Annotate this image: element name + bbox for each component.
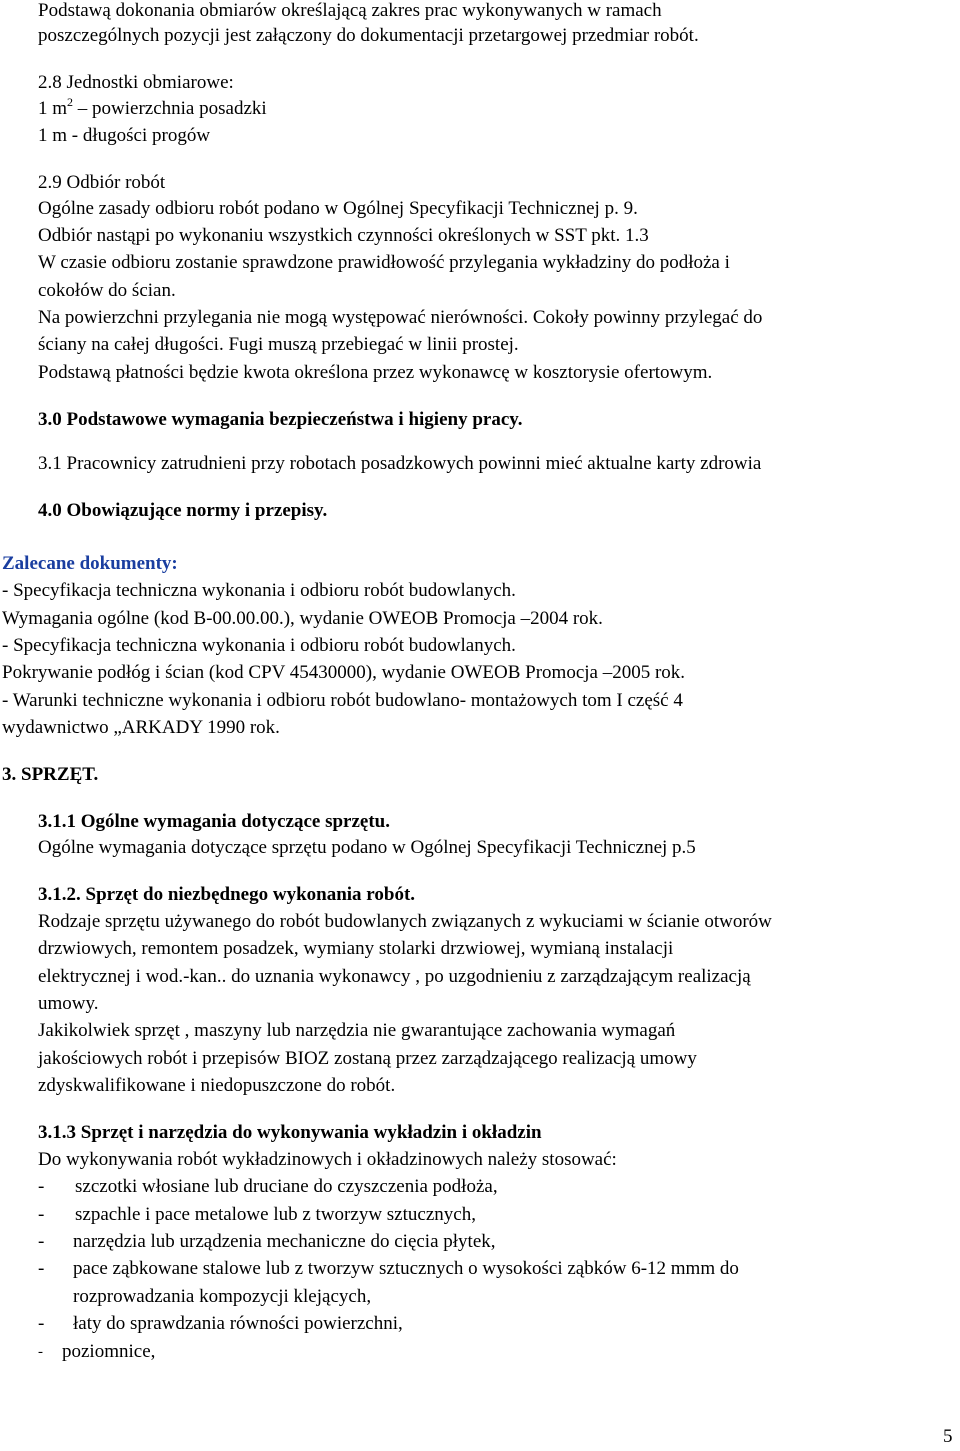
list-item: szczotki włosiane lub druciane do czyszczenia podłoża, bbox=[75, 1176, 498, 1197]
list-item-continuation: rozprowadzania kompozycji klejących, bbox=[73, 1286, 372, 1307]
list-item: szpachle i pace metalowe lub z tworzyw sztucznych, bbox=[75, 1204, 476, 1225]
body-line: jakościowych robót i przepisów BIOZ zostaną przez zarządzającego realizacją umowy bbox=[38, 1048, 697, 1069]
body-line: Na powierzchni przylegania nie mogą występować nierówności. Cokoły powinny przylegać do bbox=[38, 307, 763, 328]
body-line: cokołów do ścian. bbox=[38, 280, 176, 301]
intro-line: poszczególnych pozycji jest załączony do dokumentacji przetargowej przedmiar robót. bbox=[38, 25, 699, 46]
section-2-8-title: 2.8 Jednostki obmiarowe: bbox=[38, 72, 234, 93]
doc-line: Wymagania ogólne (kod B-00.00.00.), wydanie OWEOB Promocja –2004 rok. bbox=[2, 608, 603, 629]
section-4-0-title: 4.0 Obowiązujące normy i przepisy. bbox=[38, 500, 328, 521]
body-line: Ogólne zasady odbioru robót podano w Ogólnej Specyfikacji Technicznej p. 9. bbox=[38, 198, 638, 219]
list-item: narzędzia lub urządzenia mechaniczne do cięcia płytek, bbox=[73, 1231, 496, 1252]
subsection-3-1-1-title: 3.1.1 Ogólne wymagania dotyczące sprzętu. bbox=[38, 811, 390, 832]
page-number: 5 bbox=[943, 1426, 953, 1447]
unit-area-desc: – powierzchnia posadzki bbox=[73, 98, 267, 119]
body-line: Rodzaje sprzętu używanego do robót budowlanych związanych z wykuciami w ścianie otworów bbox=[38, 911, 772, 932]
list-item-dash: - bbox=[38, 1231, 45, 1252]
list-item-dash: - bbox=[38, 1344, 43, 1360]
body-line: umowy. bbox=[38, 993, 99, 1014]
body-line: elektrycznej i wod.-kan.. do uznania wykonawcy , po uzgodnieniu z zarządzającym realizacją bbox=[38, 966, 751, 987]
body-line: W czasie odbioru zostanie sprawdzone prawidłowość przylegania wykładziny do podłoża i bbox=[38, 252, 730, 273]
list-item-dash: - bbox=[38, 1176, 45, 1197]
unit-m: 1 m bbox=[38, 98, 68, 119]
subsection-3-1-2-title: 3.1.2. Sprzęt do niezbędnego wykonania robót. bbox=[38, 884, 416, 905]
subsection-3-1-3-title: 3.1.3 Sprzęt i narzędzia do wykonywania wykładzin i okładzin bbox=[38, 1122, 542, 1143]
list-item-dash: - bbox=[38, 1204, 45, 1225]
unit-line-length: 1 m - długości progów bbox=[38, 125, 211, 146]
list-item: poziomnice, bbox=[62, 1341, 156, 1362]
section-3-0-title: 3.0 Podstawowe wymagania bezpieczeństwa i higieny pracy. bbox=[38, 409, 523, 430]
intro-line: Podstawą dokonania obmiarów określającą zakres prac wykonywanych w ramach bbox=[38, 0, 662, 21]
body-line: drzwiowych, remontem posadzek, wymiany stolarki drzwiowej, wymianą instalacji bbox=[38, 938, 674, 959]
list-item: łaty do sprawdzania równości powierzchni, bbox=[73, 1313, 403, 1334]
section-3-title: 3. SPRZĘT. bbox=[2, 764, 99, 785]
doc-line: - Warunki techniczne wykonania i odbioru robót budowlano- montażowych tom I część 4 bbox=[2, 690, 683, 711]
body-line: Podstawą płatności będzie kwota określona przez wykonawcę w kosztorysie ofertowym. bbox=[38, 362, 713, 383]
body-line: Ogólne wymagania dotyczące sprzętu podano w Ogólnej Specyfikacji Technicznej p.5 bbox=[38, 837, 696, 858]
unit-line-area bbox=[38, 95, 267, 120]
recommended-docs-heading: Zalecane dokumenty: bbox=[2, 553, 178, 574]
section-2-9-title: 2.9 Odbiór robót bbox=[38, 172, 166, 193]
doc-line: - Specyfikacja techniczna wykonania i odbioru robót budowlanych. bbox=[2, 635, 516, 656]
body-line: zdyskwalifikowane i niedopuszczone do robót. bbox=[38, 1075, 396, 1096]
body-line: Jakikolwiek sprzęt , maszyny lub narzędzia nie gwarantujące zachowania wymagań bbox=[38, 1020, 676, 1041]
doc-line: - Specyfikacja techniczna wykonania i odbioru robót budowlanych. bbox=[2, 580, 516, 601]
body-line: ściany na całej długości. Fugi muszą przebiegać w linii prostej. bbox=[38, 334, 519, 355]
list-item-dash: - bbox=[38, 1313, 45, 1334]
list-item: pace ząbkowane stalowe lub z tworzyw sztucznych o wysokości ząbków 6-12 mmm do bbox=[73, 1258, 739, 1279]
body-line: Do wykonywania robót wykładzinowych i okładzinowych należy stosować: bbox=[38, 1149, 617, 1170]
body-line: 3.1 Pracownicy zatrudnieni przy robotach posadzkowych powinni mieć aktualne karty zdrowia bbox=[38, 453, 762, 474]
list-item-dash: - bbox=[38, 1258, 45, 1279]
doc-line: Pokrywanie podłóg i ścian (kod CPV 45430000), wydanie OWEOB Promocja –2005 rok. bbox=[2, 662, 686, 683]
doc-line: wydawnictwo „ARKADY 1990 rok. bbox=[2, 717, 280, 738]
body-line: Odbiór nastąpi po wykonaniu wszystkich czynności określonych w SST pkt. 1.3 bbox=[38, 225, 649, 246]
unit-exponent: 2 bbox=[67, 95, 74, 109]
